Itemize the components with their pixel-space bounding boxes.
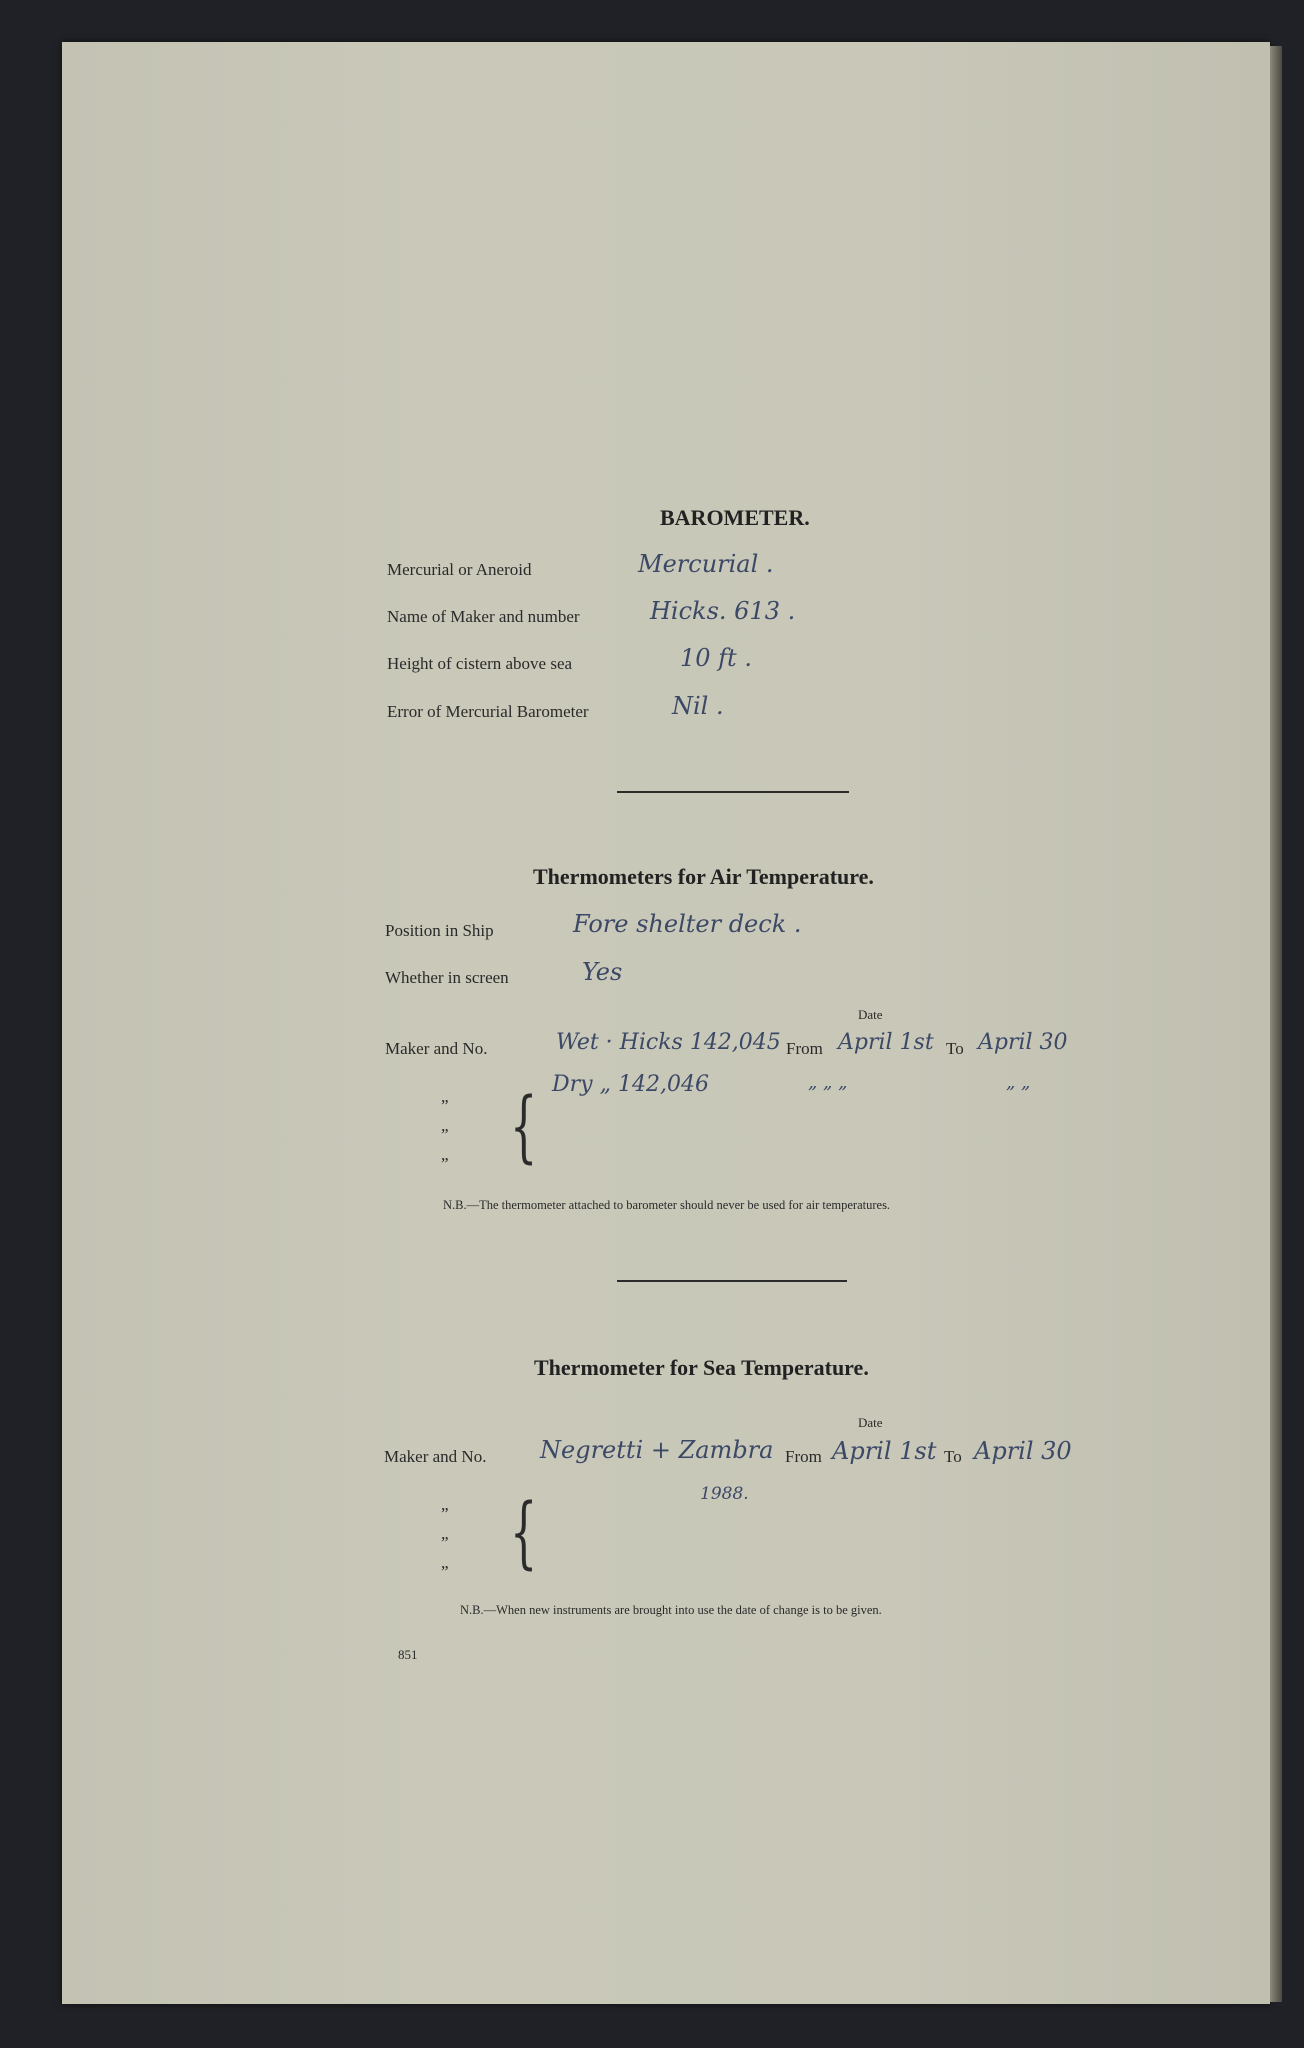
air-maker-label: Maker and No. [385,1039,488,1058]
barometer-label-maker: Name of Maker and number [387,607,580,626]
sea-to-label: To [944,1447,962,1466]
air-ditto-3: ” [441,1154,449,1173]
barometer-value-height: 10 ft . [680,644,752,672]
form-number: 851 [398,1647,418,1662]
barometer-label-error: Error of Mercurial Barometer [387,702,589,721]
sea-maker-label: Maker and No. [384,1447,487,1466]
air-line2-maker: Dry „ 142,046 [552,1072,709,1097]
sea-note: N.B.—When new instruments are brought into use the date of change is to be given. [460,1603,882,1617]
air-position-value: Fore shelter deck . [573,910,802,938]
air-line2-from: „ „ „ [808,1072,848,1093]
air-brace: { [510,1082,538,1172]
air-from-label: From [786,1039,823,1058]
air-date-label: Date [858,1007,883,1022]
sea-from-value: April 1st [832,1437,937,1465]
sea-brace: { [510,1488,538,1578]
air-position-label: Position in Ship [385,921,494,940]
air-line1-maker: Wet · Hicks 142,045 [556,1030,781,1055]
barometer-title: BAROMETER. [660,505,810,530]
air-line2-to: „ „ [1006,1072,1031,1093]
sea-maker-number: 1988. [700,1484,749,1504]
air-screen-label: Whether in screen [385,968,509,987]
section-divider-2 [617,1280,847,1282]
sea-to-value: April 30 [974,1437,1072,1465]
barometer-value-maker: Hicks. 613 . [650,597,796,625]
sea-ditto-1: ” [441,1504,449,1523]
air-title: Thermometers for Air Temperature. [533,864,874,889]
air-ditto-1: ” [441,1096,449,1115]
air-note: N.B.—The thermometer attached to barometer should never be used for air temperatures. [443,1198,891,1212]
page-edge [1270,46,1282,2002]
sea-ditto-2: ” [441,1533,449,1552]
sea-date-label: Date [858,1415,883,1430]
air-to-label: To [946,1039,964,1058]
document-page [62,42,1270,2004]
sea-title: Thermometer for Sea Temperature. [534,1355,869,1380]
barometer-value-type: Mercurial . [638,550,774,578]
air-line1-to: April 30 [978,1030,1068,1055]
section-divider-1 [617,791,849,793]
air-ditto-2: ” [441,1125,449,1144]
barometer-label-height: Height of cistern above sea [387,654,573,673]
sea-maker-value: Negretti + Zambra [540,1436,774,1464]
air-line1-from: April 1st [838,1030,934,1055]
air-screen-value: Yes [582,958,623,986]
sea-from-label: From [785,1447,822,1466]
sea-ditto-3: ” [441,1562,449,1581]
barometer-label-type: Mercurial or Aneroid [387,560,532,579]
barometer-value-error: Nil . [672,692,724,720]
